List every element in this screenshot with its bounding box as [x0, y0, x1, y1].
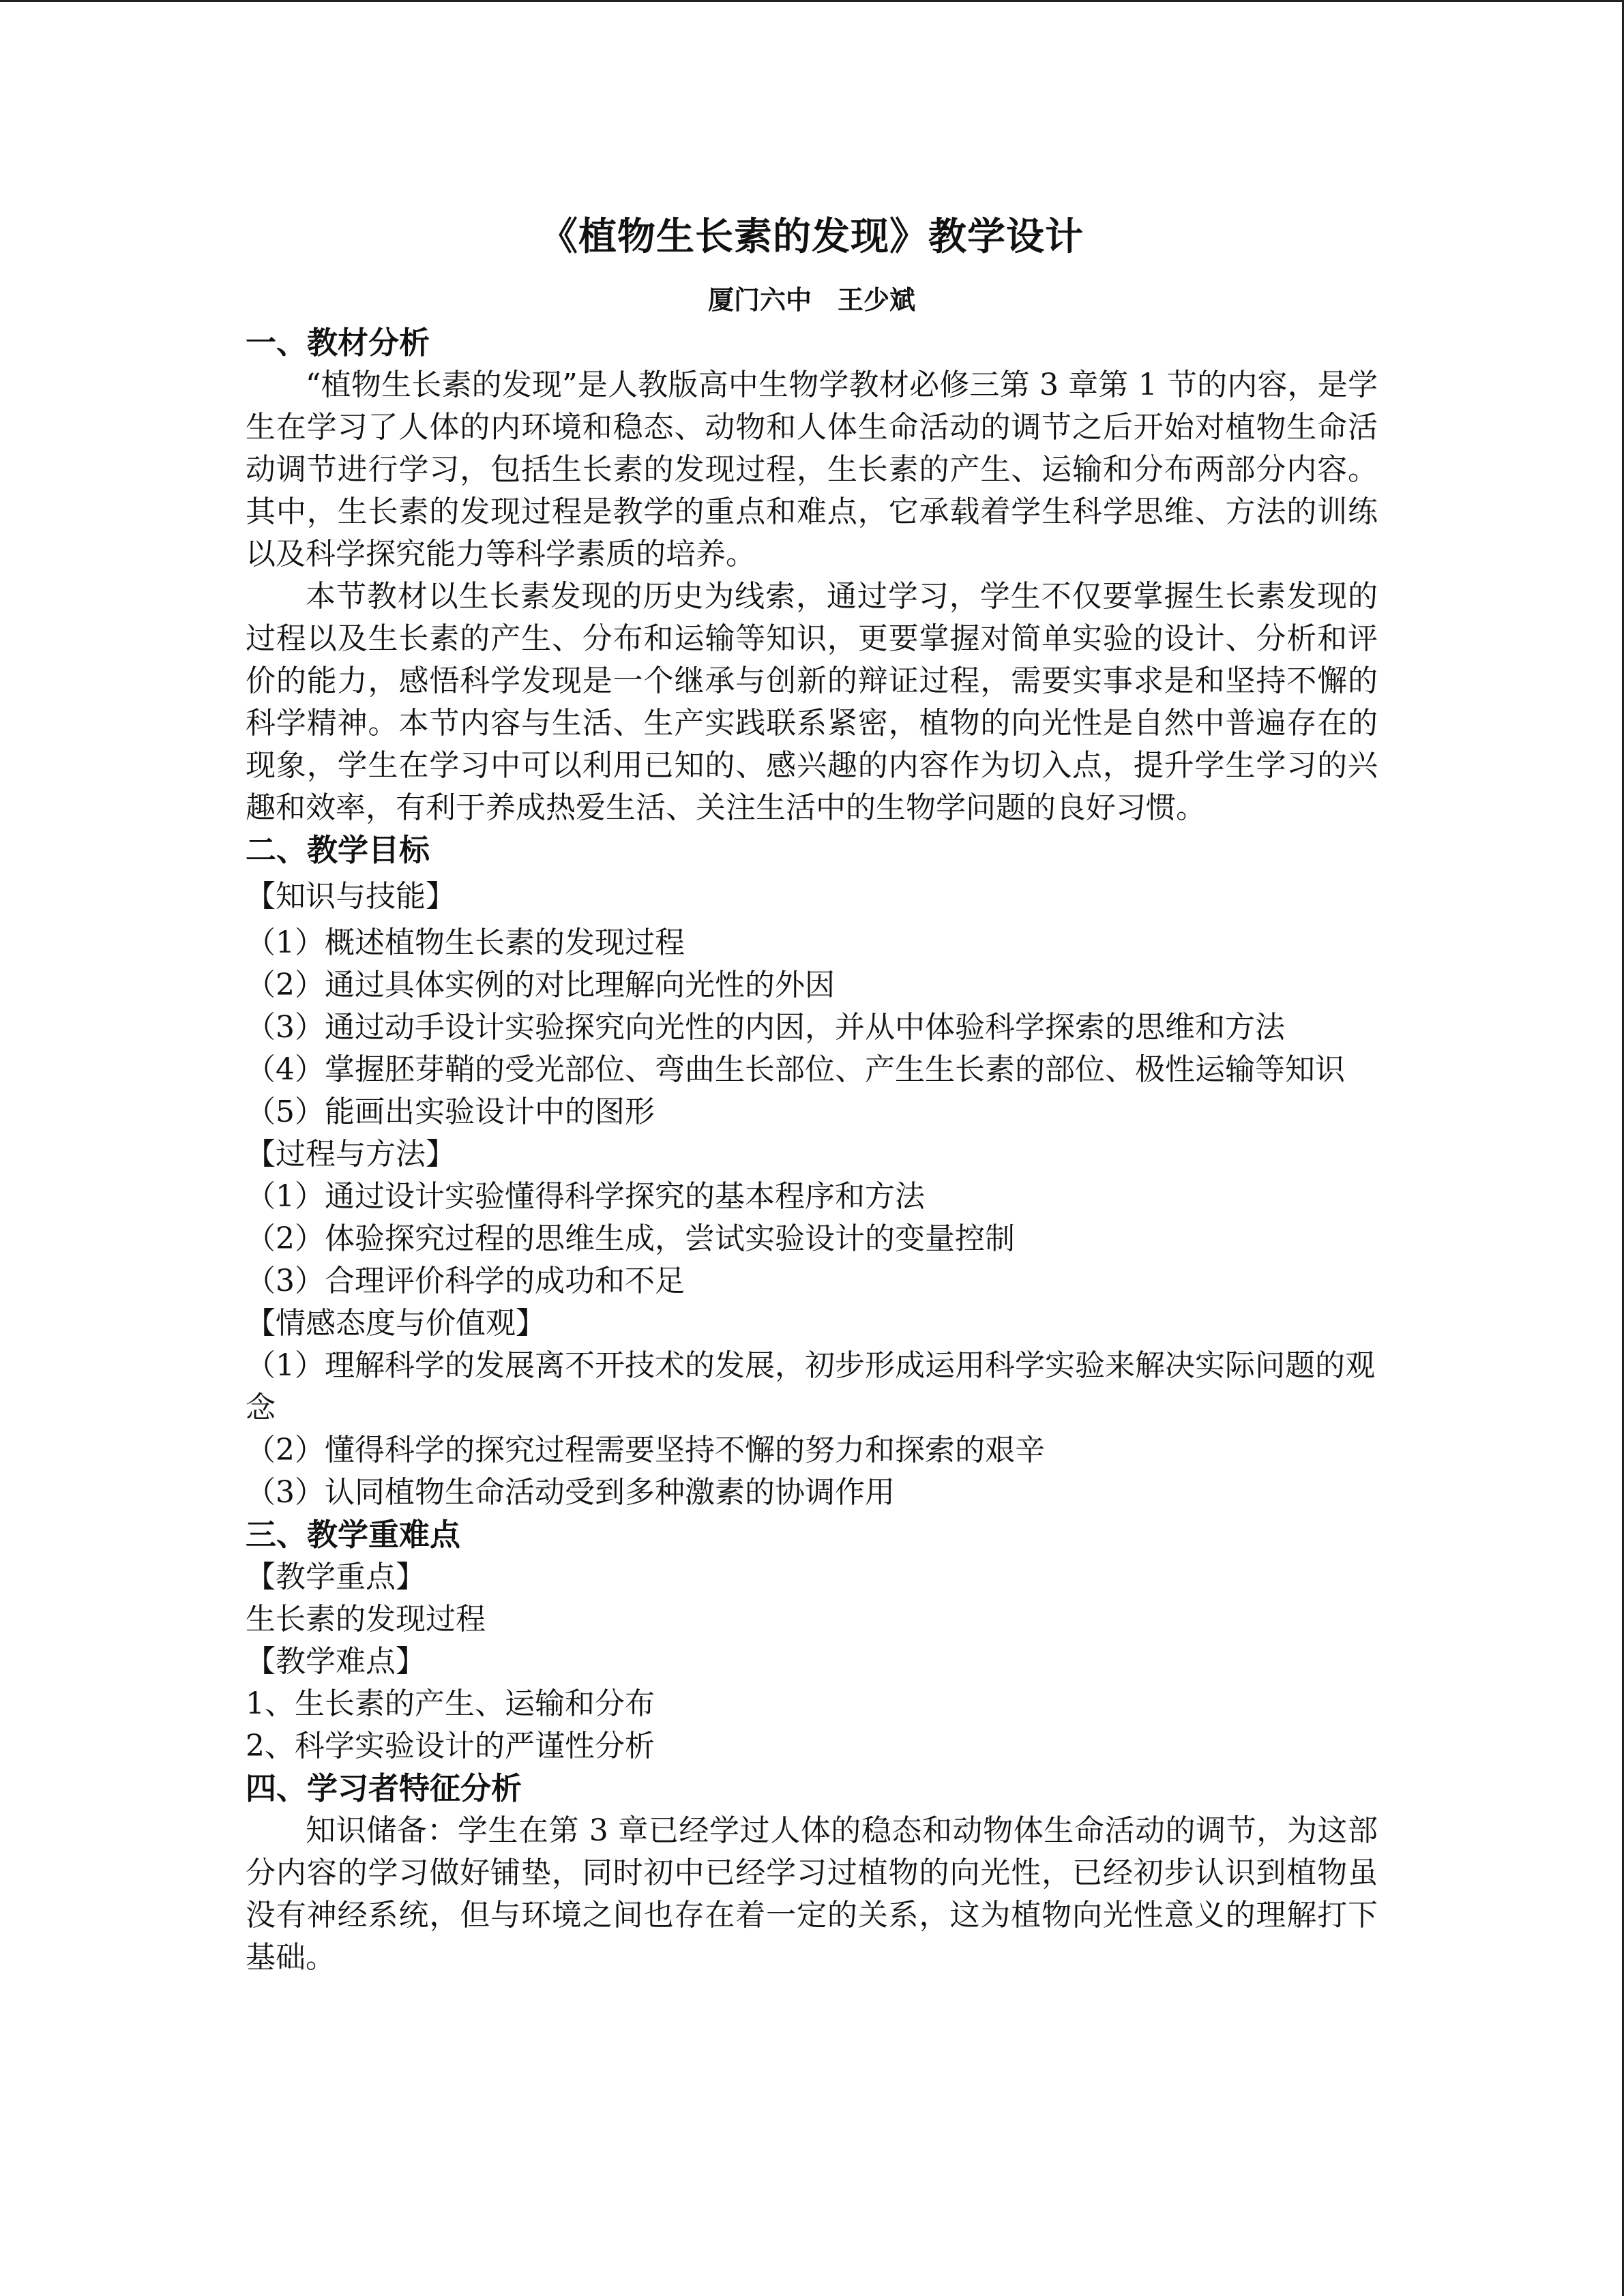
- list-item: 生长素的发现过程: [246, 1602, 486, 1637]
- list-item: （1）理解科学的发展离不开技术的发展，初步形成运用科学实验来解决实际问题的观念: [246, 1348, 1375, 1425]
- list-item: （5）能画出实验设计中的图形: [246, 1094, 655, 1129]
- list-item: （3）通过动手设计实验探究向光性的内因，并从中体验科学探索的思维和方法: [246, 1010, 1285, 1045]
- section-heading-3: 三、教学重难点: [246, 1517, 461, 1553]
- subheading-key-point: 【教学重点】: [246, 1560, 426, 1594]
- list-item: （2）通过具体实例的对比理解向光性的外因: [246, 968, 835, 1002]
- paragraph: “植物生长素的发现”是人教版高中生物学教材必修三第 3 章第 1 节的内容，是学生在学习了人体的内环境和稳态、动物和人体生命活动的调节之后开始对植物生命活动调节进行学习，包括生长素的发现过程，生长素的产生、运输和分布两部分内容。其中，生长素的发现过程是教学的重点和难点，它承载着学生科学思维、方法的训练以及科学探究能力等科学素质的培养。: [246, 368, 1378, 571]
- document-title: 《植物生长素的发现》教学设计: [540, 215, 1084, 259]
- list-item: （1）通过设计实验懂得科学探究的基本程序和方法: [246, 1179, 925, 1214]
- section-heading-4: 四、学习者特征分析: [246, 1770, 522, 1806]
- paragraph: 知识储备：学生在第 3 章已经学过人体的稳态和动物体生命活动的调节，为这部分内容的学习做好铺垫，同时初中已经学习过植物的向光性，已经初步认识到植物虽没有神经系统，但与环境之间也存在着一定的关系，这为植物向光性意义的理解打下基础。: [246, 1813, 1378, 1975]
- subheading-knowledge: 【知识与技能】: [246, 879, 456, 914]
- section-heading-1: 一、教材分析: [246, 325, 430, 361]
- paragraph: 本节教材以生长素发现的历史为线索，通过学习，学生不仅要掌握生长素发现的过程以及生长素的产生、分布和运输等知识，更要掌握对简单实验的设计、分析和评价的能力，感悟科学发现是一个继承与创新的辩证过程，需要实事求是和坚持不懈的科学精神。本节内容与生活、生产实践联系紧密，植物的向光性是自然中普遍存在的现象，学生在学习中可以利用已知的、感兴趣的内容作为切入点，提升学生学习的兴趣和效率，有利于养成热爱生活、关注生活中的生物学问题的良好习惯。: [246, 579, 1378, 825]
- list-item: （2）懂得科学的探究过程需要坚持不懈的努力和探索的艰辛: [246, 1433, 1045, 1467]
- subheading-difficulty: 【教学难点】: [246, 1644, 426, 1679]
- author-line: 厦门六中 王少斌: [707, 285, 915, 315]
- list-item: （3）认同植物生命活动受到多种激素的协调作用: [246, 1475, 895, 1510]
- list-item: （1）概述植物生长素的发现过程: [246, 925, 685, 960]
- list-item: 1、生长素的产生、运输和分布: [246, 1686, 655, 1721]
- subheading-method: 【过程与方法】: [246, 1137, 456, 1172]
- document-body: [246, 207, 1378, 1979]
- list-item: （2）体验探究过程的思维生成，尝试实验设计的变量控制: [246, 1221, 1015, 1256]
- list-item: 2、科学实验设计的严谨性分析: [246, 1729, 655, 1763]
- subheading-attitude: 【情感态度与价值观】: [246, 1306, 546, 1341]
- list-item: （4）掌握胚芽鞘的受光部位、弯曲生长部位、产生生长素的部位、极性运输等知识: [246, 1052, 1345, 1087]
- section-heading-2: 二、教学目标: [246, 832, 430, 868]
- list-item: （3）合理评价科学的成功和不足: [246, 1264, 685, 1298]
